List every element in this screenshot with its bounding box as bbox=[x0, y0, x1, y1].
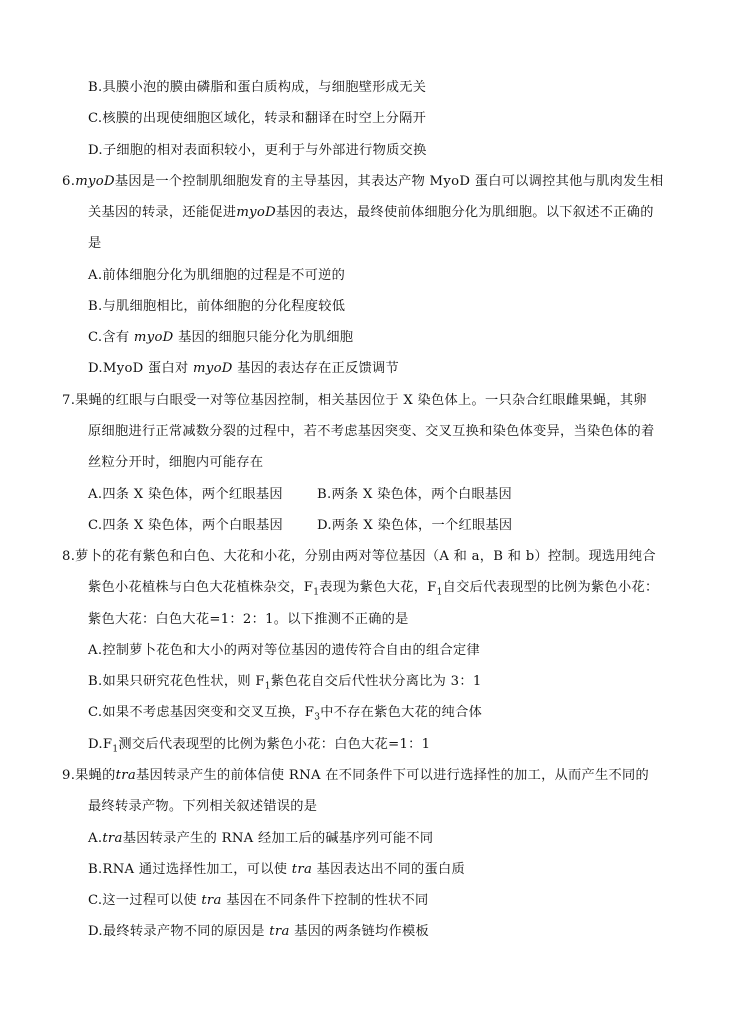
gene-name: tra bbox=[115, 768, 137, 783]
q8-option-a: A.控制萝卜花色和大小的两对等位基因的遗传符合自由的组合定律 bbox=[88, 643, 480, 658]
gene-name: myoD bbox=[193, 361, 233, 376]
q7-option-c: C.四条 X 染色体，两个白眼基因 bbox=[88, 518, 283, 533]
gene-name: tra bbox=[269, 924, 290, 939]
q6-option-a: A.前体细胞分化为肌细胞的过程是不可逆的 bbox=[88, 268, 346, 283]
q9-number: 9.果蝇的 bbox=[62, 768, 116, 783]
subscript: 1 bbox=[436, 587, 443, 598]
q8-option-d bbox=[88, 735, 430, 760]
q9-option-a bbox=[88, 829, 433, 849]
q9-text: C.这一过程可以使 bbox=[88, 893, 197, 908]
q8-option-b bbox=[88, 672, 482, 697]
subscript: 1 bbox=[313, 587, 320, 598]
q8-text: B.如果只研究花色性状，则 F bbox=[88, 674, 265, 689]
q9-option-d bbox=[88, 922, 429, 942]
q8-text: D.F bbox=[88, 737, 113, 752]
q8-text: 紫色小花植株与白色大花植株杂交，F bbox=[88, 580, 314, 595]
q6-stem-line2 bbox=[88, 203, 654, 223]
q9-text: 基因在不同条件下控制的性状不同 bbox=[226, 893, 429, 908]
q9-option-c bbox=[88, 891, 429, 911]
q5-option-d: D.子细胞的相对表面积较小，更利于与外部进行物质交换 bbox=[88, 143, 427, 158]
q9-text: 基因转录产生的 RNA 经加工后的碱基序列可能不同 bbox=[122, 831, 434, 846]
q8-text: C.如果不考虑基因突变和交叉互换，F bbox=[88, 705, 315, 720]
gene-name: tra bbox=[201, 893, 222, 908]
q5-option-b: B.具膜小泡的膜由磷脂和蛋白质构成，与细胞壁形成无关 bbox=[88, 80, 427, 95]
q6-text: 基因是一个控制肌细胞发育的主导基因，其表达产物 MyoD 蛋白可以调控其他与肌肉发生相 bbox=[114, 174, 664, 189]
q8-stem-line3: 紫色大花：白色大花=1：2：1。以下推测不正确的是 bbox=[88, 612, 409, 627]
subscript: 1 bbox=[264, 681, 271, 692]
q6-text: D.MyoD 蛋白对 bbox=[88, 361, 189, 376]
q6-text: 基因的表达，最终使前体细胞分化为肌细胞。以下叙述不正确的 bbox=[276, 205, 654, 220]
q9-text: 基因表达出不同的蛋白质 bbox=[316, 862, 465, 877]
q8-text: 中不存在紫色大花的纯合体 bbox=[320, 705, 483, 720]
q5-option-c: C.核膜的出现使细胞区域化，转录和翻译在时空上分隔开 bbox=[88, 111, 427, 126]
q7-stem-line3: 丝粒分开时，细胞内可能存在 bbox=[88, 455, 264, 470]
q6-option-b: B.与肌细胞相比，前体细胞的分化程度较低 bbox=[88, 299, 346, 314]
q6-text: 基因的细胞只能分化为肌细胞 bbox=[178, 330, 354, 345]
q7-option-a: A.四条 X 染色体，两个红眼基因 bbox=[88, 487, 283, 502]
gene-name: tra bbox=[102, 831, 123, 846]
q6-stem-line3: 是 bbox=[88, 236, 102, 251]
q8-text: 测交后代表现型的比例为紫色小花：白色大花=1：1 bbox=[118, 737, 431, 752]
q8-text: 紫色花自交后代性状分离比为 3：1 bbox=[270, 674, 482, 689]
gene-name: tra bbox=[291, 862, 313, 877]
gene-name: myoD bbox=[236, 205, 277, 220]
q6-text: 关基因的转录，还能促进 bbox=[88, 205, 237, 220]
q8-text: 自交后代表现型的比例为紫色小花： bbox=[442, 580, 659, 595]
q6-option-d bbox=[88, 359, 399, 379]
q7-stem-line2: 原细胞进行正常减数分裂的过程中，若不考虑基因突变、交叉互换和染色体变异，当染色体的着 bbox=[88, 424, 655, 439]
q9-option-b bbox=[88, 860, 465, 880]
q6-number: 6. bbox=[62, 174, 76, 189]
q8-option-c bbox=[88, 703, 482, 728]
q9-text: A. bbox=[88, 831, 103, 846]
q9-text: 基因的两条链均作模板 bbox=[294, 924, 429, 939]
q9-text: 基因转录产生的前体信使 RNA 在不同条件下可以进行选择性的加工，从而产生不同的 bbox=[136, 768, 649, 783]
q7-option-d: D.两条 X 染色体，一个红眼基因 bbox=[317, 518, 513, 533]
q8-stem-line2 bbox=[88, 578, 658, 603]
q8-text: 表现为紫色大花，F bbox=[319, 580, 437, 595]
q7-stem-line1: 7.果蝇的红眼与白眼受一对等位基因控制，相关基因位于 X 染色体上。一只杂合红眼雌果蝇，其卵 bbox=[62, 393, 647, 408]
q6-text: 基因的表达存在正反馈调节 bbox=[237, 361, 400, 376]
q7-option-b: B.两条 X 染色体，两个白眼基因 bbox=[317, 487, 513, 502]
q6-text: C.含有 bbox=[88, 330, 130, 345]
gene-name: myoD bbox=[133, 330, 174, 345]
q9-text: B.RNA 通过选择性加工，可以使 bbox=[88, 862, 288, 877]
subscript: 1 bbox=[112, 744, 119, 755]
q6-stem-line1 bbox=[62, 172, 664, 192]
gene-name: myoD bbox=[75, 174, 115, 189]
q8-stem-line1: 8.萝卜的花有紫色和白色、大花和小花，分别由两对等位基因（A 和 a，B 和 b）控制。现选用纯合 bbox=[62, 549, 656, 564]
subscript: 3 bbox=[314, 712, 321, 723]
q6-option-c bbox=[88, 328, 353, 348]
q9-text: D.最终转录产物不同的原因是 bbox=[88, 924, 265, 939]
q9-stem-line2: 最终转录产物。下列相关叙述错误的是 bbox=[88, 799, 318, 814]
q9-stem-line1 bbox=[62, 766, 649, 786]
